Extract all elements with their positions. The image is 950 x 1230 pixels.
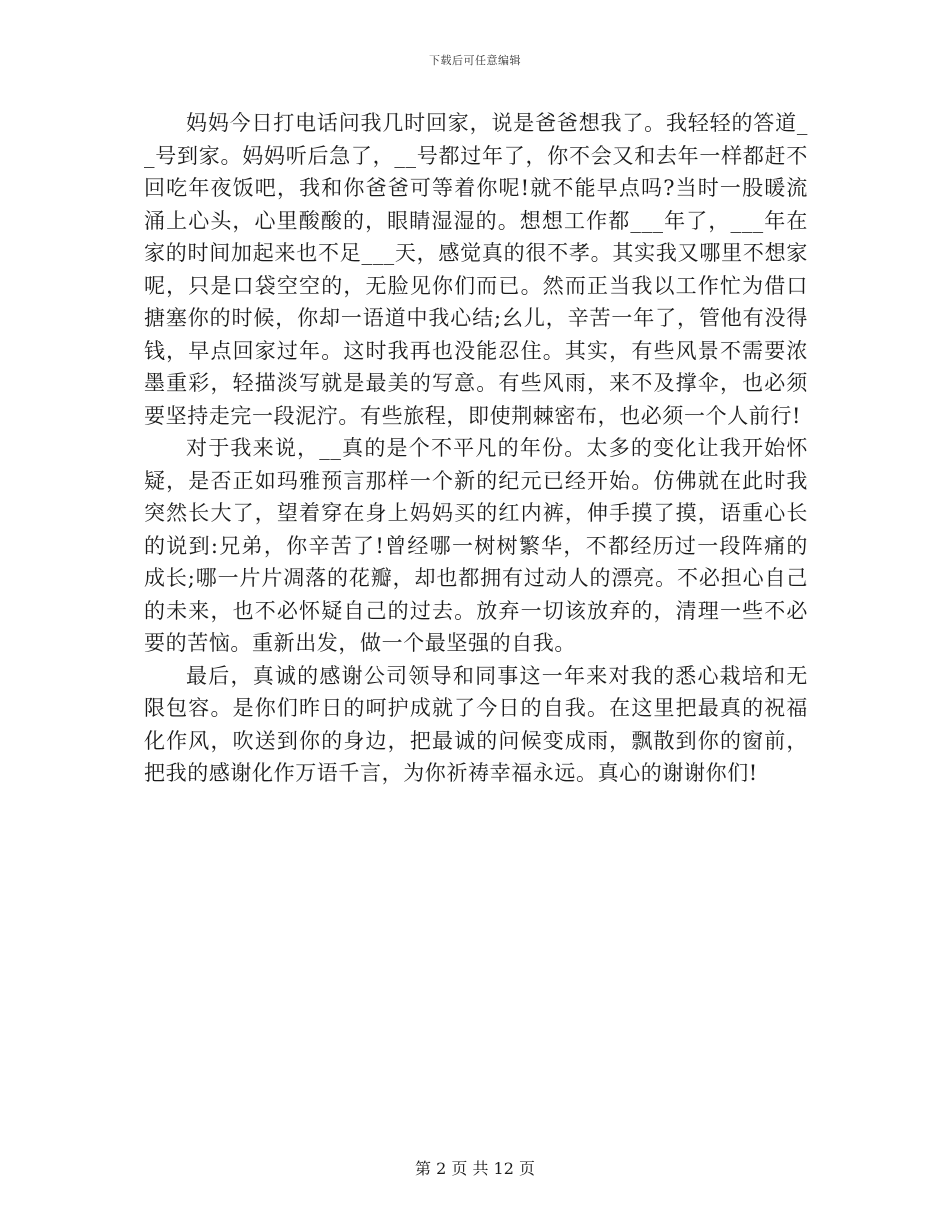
paragraph-1: 妈妈今日打电话问我几时回家，说是爸爸想我了。我轻轻的答道__号到家。妈妈听后急了，__号都过年了，你不会又和去年一样都赶不回吃年夜饭吧，我和你爸爸可等着你呢!就不能早点吗?当时一股暖流涌上心头，心里酸酸的，眼睛湿湿的。想想工作都___年了，___年在家的时间加起来也不足___天，感觉真的很不孝。其实我又哪里不想家呢，只是口袋空空的，无脸见你们而已。然而正当我以工作忙为借口搪塞你的时候，你却一语道中我心结;幺儿，辛苦一年了，管他有没得钱，早点回家过年。这时我再也没能忍住。其实，有些风景不需要浓墨重彩，轻描淡写就是最美的写意。有些风雨，来不及撑伞，也必须要坚持走完一段泥泞。有些旅程，即使荆棘密布，也必须一个人前行!	[144, 111, 808, 428]
paragraph-3: 最后，真诚的感谢公司领导和同事这一年来对我的悉心栽培和无限包容。是你们昨日的呵护成就了今日的自我。在这里把最真的祝福化作风，吹送到你的身边，把最诚的问候变成雨，飘散到你的窗前，把我的感谢化作万语千言，为你祈祷幸福永远。真心的谢谢你们!	[144, 663, 808, 785]
document-body	[144, 107, 808, 790]
header-note: 下载后可任意编辑	[429, 54, 521, 67]
paragraph-2: 对于我来说，__真的是个不平凡的年份。太多的变化让我开始怀疑，是否正如玛雅预言那样一个新的纪元已经开始。仿佛就在此时我突然长大了，望着穿在身上妈妈买的红内裤，伸手摸了摸，语重心长的说到:兄弟，你辛苦了!曾经哪一树树繁华，不都经历过一段阵痛的成长;哪一片片凋落的花瓣，却也都拥有过动人的漂亮。不必担心自己的未来，也不必怀疑自己的过去。放弃一切该放弃的，清理一些不必要的苦恼。重新出发，做一个最坚强的自我。	[144, 436, 808, 655]
page-number: 第 2 页 共 12 页	[415, 1159, 535, 1178]
